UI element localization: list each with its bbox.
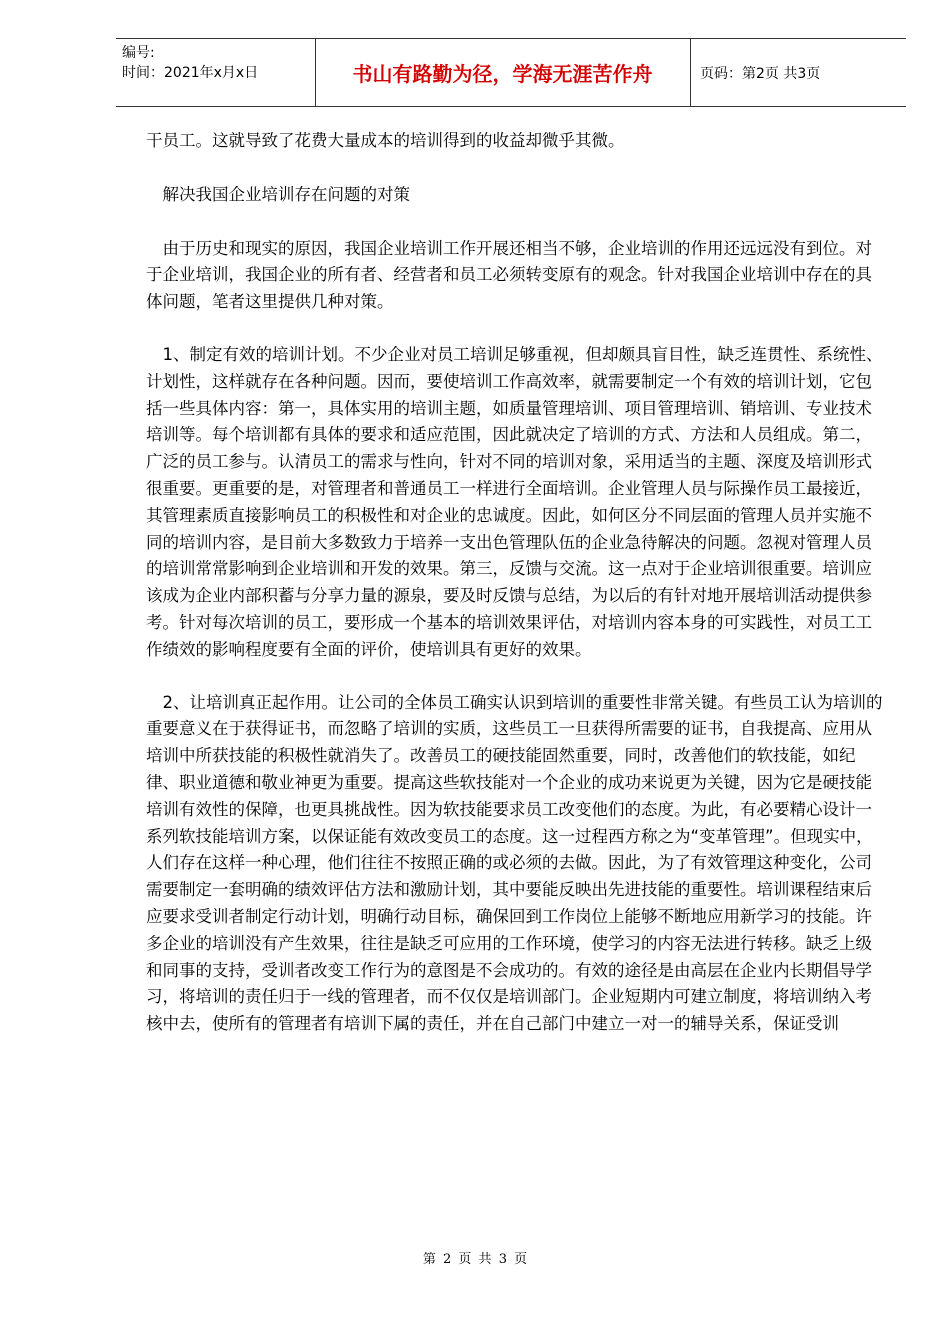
header-page-info: 页码：第2页 共3页 — [700, 65, 821, 82]
section-heading: 解决我国企业培训存在问题的对策 — [162, 184, 410, 204]
item-1-paragraph: 1、制定有效的培训计划。不少企业对员工培训足够重视，但却颇具盲目性，缺乏连贯性、系统性、计划性，这样就存在各种问题。因而，要使培训工作高效率，就需要制定一个有效的培训计划，它包括一些具体内容：第一，具体实用的培训主题，如质量管理培训、项目管理培训、销培训、专业技术培训等。每个培训都有具体的要求和适应范围，因此就决定了培训的方式、方法和人员组成。第二，广泛的员工参与。认清员工的需求与性向，针对不同的培训对象，采用适当的主题、深度及培训形式很重要。更重要的是，对管理者和普通员工一样进行全面培训。企业管理人员与际操作员工最接近，其管理素质直接影响员工的积极性和对企业的忠诚度。因此，如何区分不同层面的管理人员并实施不同的培训内容，是目前大多数致力于培养一支出色管理队伍的企业急待解决的问题。忽视对管理人员的培训常常影响到企业培训和开发的效果。第三，反馈与交流。这一点对于企业培训很重要。培训应该成为企业内部积蓄与分享力量的源泉，要及时反馈与总结，为以后的有针对地开展培训活动提供参考。针对每次培训的员工，要形成一个基本的培训效果评估，对培训内容本身的可实践性，对员工工作绩效的影响程度要有全面的评价，使培训具有更好的效果。 — [146, 344, 883, 659]
intro-paragraph: 由于历史和现实的原因，我国企业培训工作开展还相当不够，企业培训的作用还远远没有到位。对于企业培训，我国企业的所有者、经营者和员工必须转变原有的观念。针对我国企业培训中存在的具体问题，笔者这里提供几种对策。 — [146, 238, 872, 312]
header-divider — [690, 39, 691, 106]
header-meta — [122, 43, 258, 83]
continued-paragraph: 干员工。这就导致了花费大量成本的培训得到的收益却微乎其微。 — [146, 131, 625, 150]
time-label: 时间：2021年x月x日 — [122, 65, 259, 81]
page-footer: 第 2 页 共 3 页 — [422, 1252, 528, 1267]
header-motto: 书山有路勤为径，学海无涯苦作舟 — [352, 62, 653, 86]
serial-label: 编号: — [122, 45, 155, 61]
page-header — [116, 38, 906, 107]
document-body — [146, 128, 886, 1038]
item-2-paragraph: 2、让培训真正起作用。让公司的全体员工确实认识到培训的重要性非常关键。有些员工认为培训的重要意义在于获得证书，而忽略了培训的实质，这些员工一旦获得所需要的证书，自我提高、应用从培训中所获技能的积极性就消失了。改善员工的硬技能固然重要，同时，改善他们的软技能，如纪律、职业道德和敬业神更为重要。提高这些软技能对一个企业的成功来说更为关键，因为它是硬技能培训有效性的保障，也更具挑战性。因为软技能要求员工改变他们的态度。为此，有必要精心设计一系列软技能培训方案，以保证能有效改变员工的态度。这一过程西方称之为“变革管理”。但现实中，人们存在这样一种心理，他们往往不按照正确的或必须的去做。因此，为了有效管理这种变化，公司需要制定一套明确的绩效评估方法和激励计划，其中要能反映出先进技能的重要性。培训课程结束后应要求受训者制定行动计划，明确行动目标，确保回到工作岗位上能够不断地应用新学习的技能。许多企业的培训没有产生效果，往往是缺乏可应用的工作环境，使学习的内容无法进行转移。缺乏上级和同事的支持，受训者改变工作行为的意图是不会成功的。有效的途径是由高层在企业内长期倡导学习，将培训的责任归于一线的管理者，而不仅仅是培训部门。企业短期内可建立制度，将培训纳入考核中去，使所有的管理者有培训下属的责任，并在自己部门中建立一对一的辅导关系，保证受训 — [146, 692, 883, 1034]
